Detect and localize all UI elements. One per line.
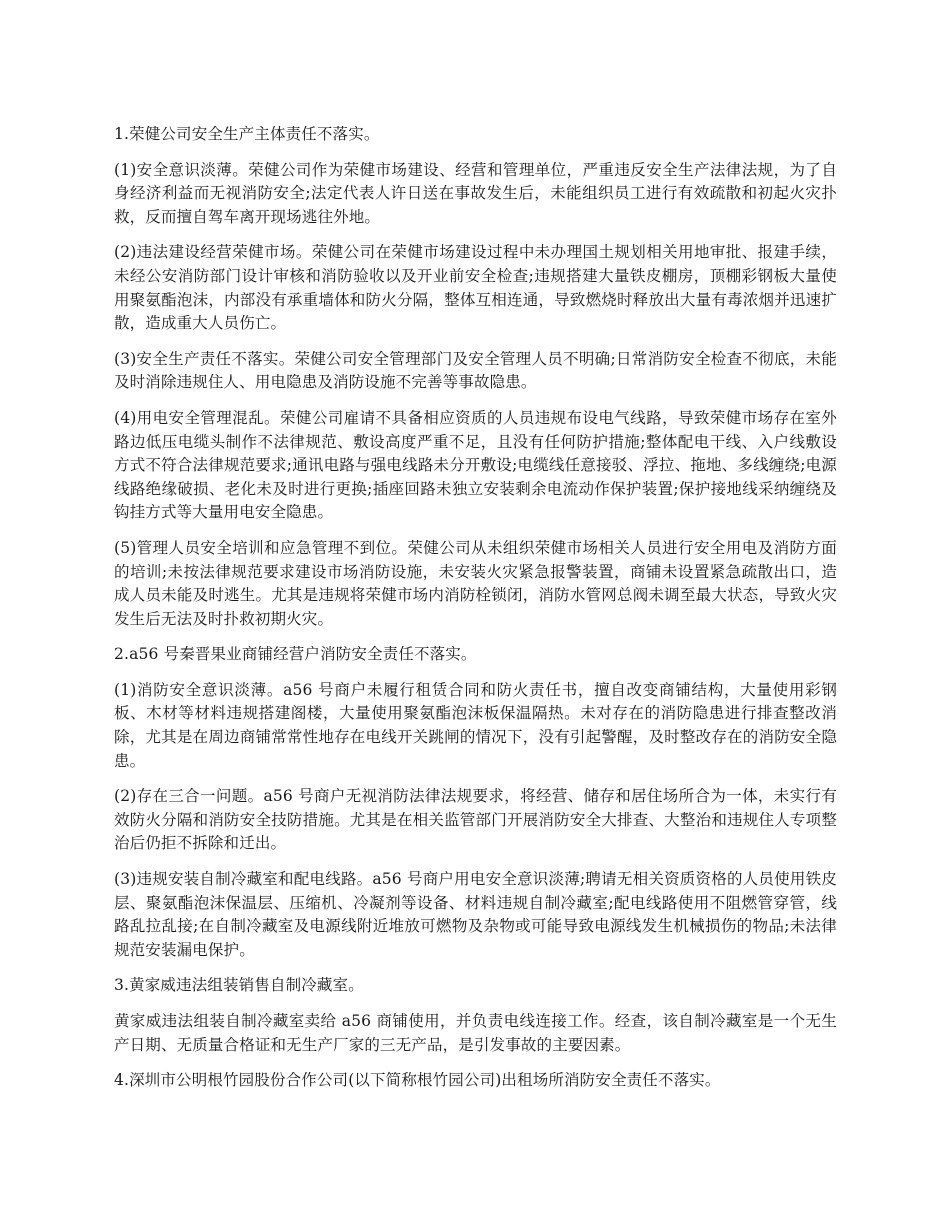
paragraph-2-3: (3)违规安装自制冷藏室和配电线路。a56 号商户用电安全意识淡薄;聘请无相关资质资格的人员使用铁皮层、聚氨酯泡沫保温层、压缩机、冷凝剂等设备、材料违规自制冷藏室;配电线路使用不阻燃管穿管，线路乱拉乱接;在自制冷藏室及电源线附近堆放可燃物及杂物或可能导致电源线发生机械损伤的物品;未法律规范安装漏电保护。 [114, 870, 837, 959]
paragraph-1-2: (2)违法建设经营荣健市场。荣健公司在荣健市场建设过程中未办理国土规划相关用地审批、报建手续，未经公安消防部门设计审核和消防验收以及开业前安全检查;违规搭建大量铁皮棚房，顶棚彩钢板大量使用聚氨酯泡沫，内部没有承重墙体和防火分隔，整体互相连通，导致燃烧时释放出大量有毒浓烟并迅速扩散，造成重大人员伤亡。 [114, 243, 837, 333]
section-heading-2: 2.a56 号秦晋果业商铺经营户消防安全责任不落实。 [114, 645, 477, 664]
paragraph-2-1: (1)消防安全意识淡薄。a56 号商户未履行租赁合同和防火责任书，擅自改变商铺结构，大量使用彩钢板、木材等材料违规搭建阁楼，大量使用聚氨酯泡沫板保温隔热。未对存在的消防隐患进行排查整改消除，尤其是在周边商铺常常性地存在电线开关跳闸的情况下，没有引起警醒，及时整改存在的消防安全隐患。 [114, 680, 837, 770]
paragraph-3-1: 黄家威违法组装自制冷藏室卖给 a56 商铺使用，并负责电线连接工作。经查，该自制冷藏室是一个无生产日期、无质量合格证和无生产厂家的三无产品，是引发事故的主要因素。 [114, 1012, 837, 1054]
paragraph-1-4: (4)用电安全管理混乱。荣健公司雇请不具备相应资质的人员违规布设电气线路，导致荣健市场存在室外路边低压电缆头制作不法律规范、敷设高度严重不足，且没有任何防护措施;整体配电干线、入户线敷设方式不符合法律规范要求;通讯电路与强电线路未分开敷设;电缆线任意接驳、浮拉、拖地、多线缠绕;电源线路绝缘破损、老化未及时进行更换;插座回路未独立安装剩余电流动作保护装置;保护接地线采纳缠绕及钩挂方式等大量用电安全隐患。 [114, 408, 837, 522]
section-heading-3: 3.黄家威违法组装销售自制冷藏室。 [114, 976, 364, 995]
section-heading-1: 1.荣健公司安全生产主体责任不落实。 [114, 125, 380, 143]
paragraph-1-3: (3)安全生产责任不落实。荣健公司安全管理部门及安全管理人员不明确;日常消防安全检查不彻底，未能及时消除违规住人、用电隐患及消防设施不完善等事故隐患。 [114, 349, 837, 392]
paragraph-2-2: (2)存在三合一问题。a56 号商户无视消防法律法规要求，将经营、储存和居住场所合为一体，未实行有效防火分隔和消防安全技防措施。尤其是在相关监管部门开展消防安全大排查、大整治和违规住人专项整治后仍拒不拆除和迁出。 [114, 787, 837, 853]
paragraph-1-5: (5)管理人员安全培训和应急管理不到位。荣健公司从未组织荣健市场相关人员进行安全用电及消防方面的培训;未按法律规范要求建设市场消防设施，未安装火灾紧急报警装置，商铺未设置紧急疏散出口，造成人员未能及时逃生。尤其是违规将荣健市场内消防栓锁闭，消防水管网总阀未调至最大状态，导致火灾发生后无法及时扑救初期火灾。 [114, 538, 837, 628]
paragraph-1-1: (1)安全意识淡薄。荣健公司作为荣健市场建设、经营和管理单位，严重违反安全生产法律法规，为了自身经济利益而无视消防安全;法定代表人许日送在事故发生后，未能组织员工进行有效疏散和初起火灾扑救，反而擅自驾车离开现场逃往外地。 [114, 160, 837, 226]
section-heading-4: 4.深圳市公明根竹园股份合作公司(以下简称根竹园公司)出租场所消防安全责任不落实。 [114, 1071, 721, 1090]
